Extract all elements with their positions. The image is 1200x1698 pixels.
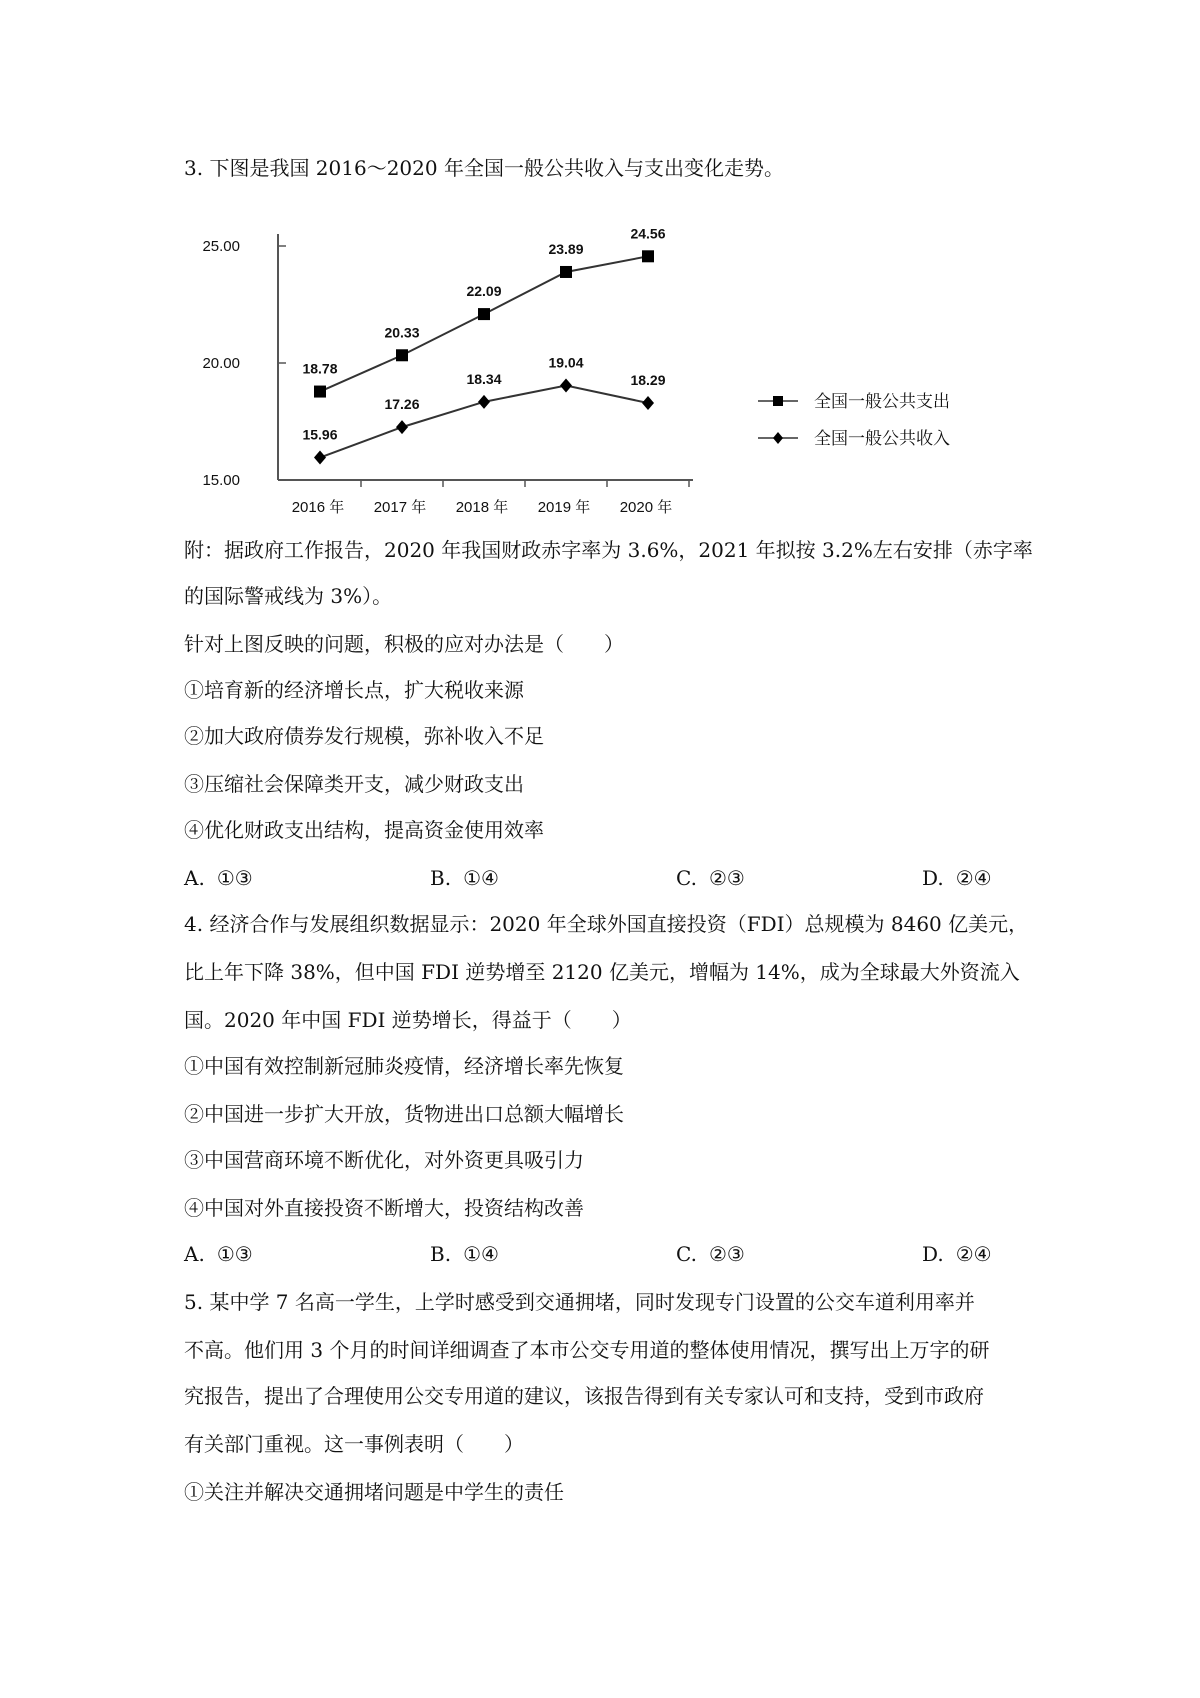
q3-note-line-1: 附：据政府工作报告，2020 年我国财政赤字率为 3.6%，2021 年拟按 3.2%左右安排（赤字率 <box>184 538 1033 562</box>
q4-option-c-text: ②③ <box>708 1242 745 1266</box>
q3-option-a-key: A. <box>184 866 205 890</box>
q4-stem-line-1: 4. 经济合作与发展组织数据显示：2020 年全球外国直接投资（FDI）总规模为 8460 亿美元， <box>184 912 1029 936</box>
square-marker-point <box>314 386 326 398</box>
q4-option-a-key: A. <box>184 1242 205 1266</box>
data-label: 18.29 <box>630 372 666 389</box>
q4-stem-line-2: 比上年下降 38%，但中国 FDI 逆势增至 2120 亿美元，增幅为 14%，成为全球最大外资流入 <box>184 960 1020 984</box>
q3-option-b-key: B. <box>430 866 452 890</box>
q4-option-b-text: ①④ <box>463 1242 499 1266</box>
q3-option-d[interactable] <box>922 864 992 892</box>
q3-option-c[interactable] <box>676 864 745 892</box>
diamond-marker-point <box>396 420 408 434</box>
x-tick-label: 2017 年 <box>373 499 427 516</box>
q5-stem-line-1: 5. 某中学 7 名高一学生，上学时感受到交通拥堵，同时发现专门设置的公交车道利用率并 <box>184 1290 975 1314</box>
data-label: 19.04 <box>548 354 584 371</box>
q3-option-d-text: ②④ <box>955 866 992 890</box>
data-label: 22.09 <box>466 283 502 300</box>
chart-axes <box>202 234 693 516</box>
q4-item-4: ④中国对外直接投资不断增大，投资结构改善 <box>184 1196 584 1220</box>
q3-item-3: ③压缩社会保障类开支，减少财政支出 <box>184 772 524 796</box>
q4-item-2: ②中国进一步扩大开放，货物进出口总额大幅增长 <box>184 1102 624 1126</box>
diamond-marker-point <box>642 396 654 410</box>
q5-stem-line-2: 不高。他们用 3 个月的时间详细调查了本市公交专用道的整体使用情况，撰写出上万字的研 <box>184 1338 990 1362</box>
y-tick-label: 15.00 <box>202 472 240 489</box>
legend-square-marker <box>773 396 783 406</box>
q4-option-a[interactable] <box>184 1240 253 1268</box>
data-label: 15.96 <box>302 426 338 443</box>
q4-item-1: ①中国有效控制新冠肺炎疫情，经济增长率先恢复 <box>184 1054 624 1078</box>
x-tick-label: 2019 年 <box>537 499 591 516</box>
q3-option-d-key: D. <box>922 866 944 890</box>
q5-stem-line-4: 有关部门重视。这一事例表明（ ） <box>184 1432 524 1456</box>
diamond-marker-point <box>478 395 490 409</box>
x-tick-label: 2020 年 <box>619 499 673 516</box>
y-tick-label: 25.00 <box>202 238 240 255</box>
q5-item-1: ①关注并解决交通拥堵问题是中学生的责任 <box>184 1480 564 1504</box>
square-marker-point <box>396 349 408 361</box>
q4-option-b[interactable] <box>430 1240 499 1268</box>
q4-option-c[interactable] <box>676 1240 745 1268</box>
q4-option-d-text: ②④ <box>955 1242 992 1266</box>
q4-item-3: ③中国营商环境不断优化，对外资更具吸引力 <box>184 1148 584 1172</box>
x-tick-label: 2016 年 <box>291 499 345 516</box>
revenue-expenditure-chart <box>200 210 960 520</box>
q3-option-b[interactable] <box>430 864 499 892</box>
q3-stem: 3. 下图是我国 2016～2020 年全国一般公共收入与支出变化走势。 <box>184 156 784 180</box>
y-tick-label: 20.00 <box>202 355 240 372</box>
q3-item-2: ②加大政府债券发行规模，弥补收入不足 <box>184 724 544 748</box>
square-marker-point <box>560 266 572 278</box>
q4-stem-line-3: 国。2020 年中国 FDI 逆势增长，得益于（ ） <box>184 1008 632 1032</box>
q4-option-b-key: B. <box>430 1242 452 1266</box>
q5-stem-line-3: 究报告，提出了合理使用公交专用道的建议，该报告得到有关专家认可和支持，受到市政府 <box>184 1384 984 1408</box>
data-label: 23.89 <box>548 240 584 257</box>
q4-option-d-key: D. <box>922 1242 944 1266</box>
data-label: 18.34 <box>466 370 502 387</box>
legend-diamond-marker <box>773 432 783 444</box>
data-label: 20.33 <box>384 324 420 341</box>
chart-legend <box>758 392 950 448</box>
q3-option-c-text: ②③ <box>708 866 745 890</box>
q3-question: 针对上图反映的问题，积极的应对办法是（ ） <box>184 632 624 656</box>
legend-label: 全国一般公共支出 <box>814 392 950 411</box>
q3-option-a[interactable] <box>184 864 253 892</box>
q3-item-4: ④优化财政支出结构，提高资金使用效率 <box>184 818 544 842</box>
diamond-marker-point <box>560 378 572 392</box>
diamond-marker-point <box>314 451 326 465</box>
q3-item-1: ①培育新的经济增长点，扩大税收来源 <box>184 678 524 702</box>
q4-option-a-text: ①③ <box>216 1242 253 1266</box>
data-label: 18.78 <box>302 360 338 377</box>
data-label: 24.56 <box>630 225 666 242</box>
x-tick-label: 2018 年 <box>455 499 509 516</box>
q4-option-d[interactable] <box>922 1240 992 1268</box>
q3-option-a-text: ①③ <box>216 866 253 890</box>
q3-note-line-2: 的国际警戒线为 3%）。 <box>184 584 393 608</box>
data-label: 17.26 <box>384 396 420 413</box>
q4-option-c-key: C. <box>676 1242 697 1266</box>
q3-option-c-key: C. <box>676 866 697 890</box>
legend-label: 全国一般公共收入 <box>814 429 950 448</box>
square-marker-point <box>642 250 654 262</box>
chart-labels <box>302 225 665 442</box>
square-marker-point <box>478 308 490 320</box>
q3-option-b-text: ①④ <box>463 866 499 890</box>
